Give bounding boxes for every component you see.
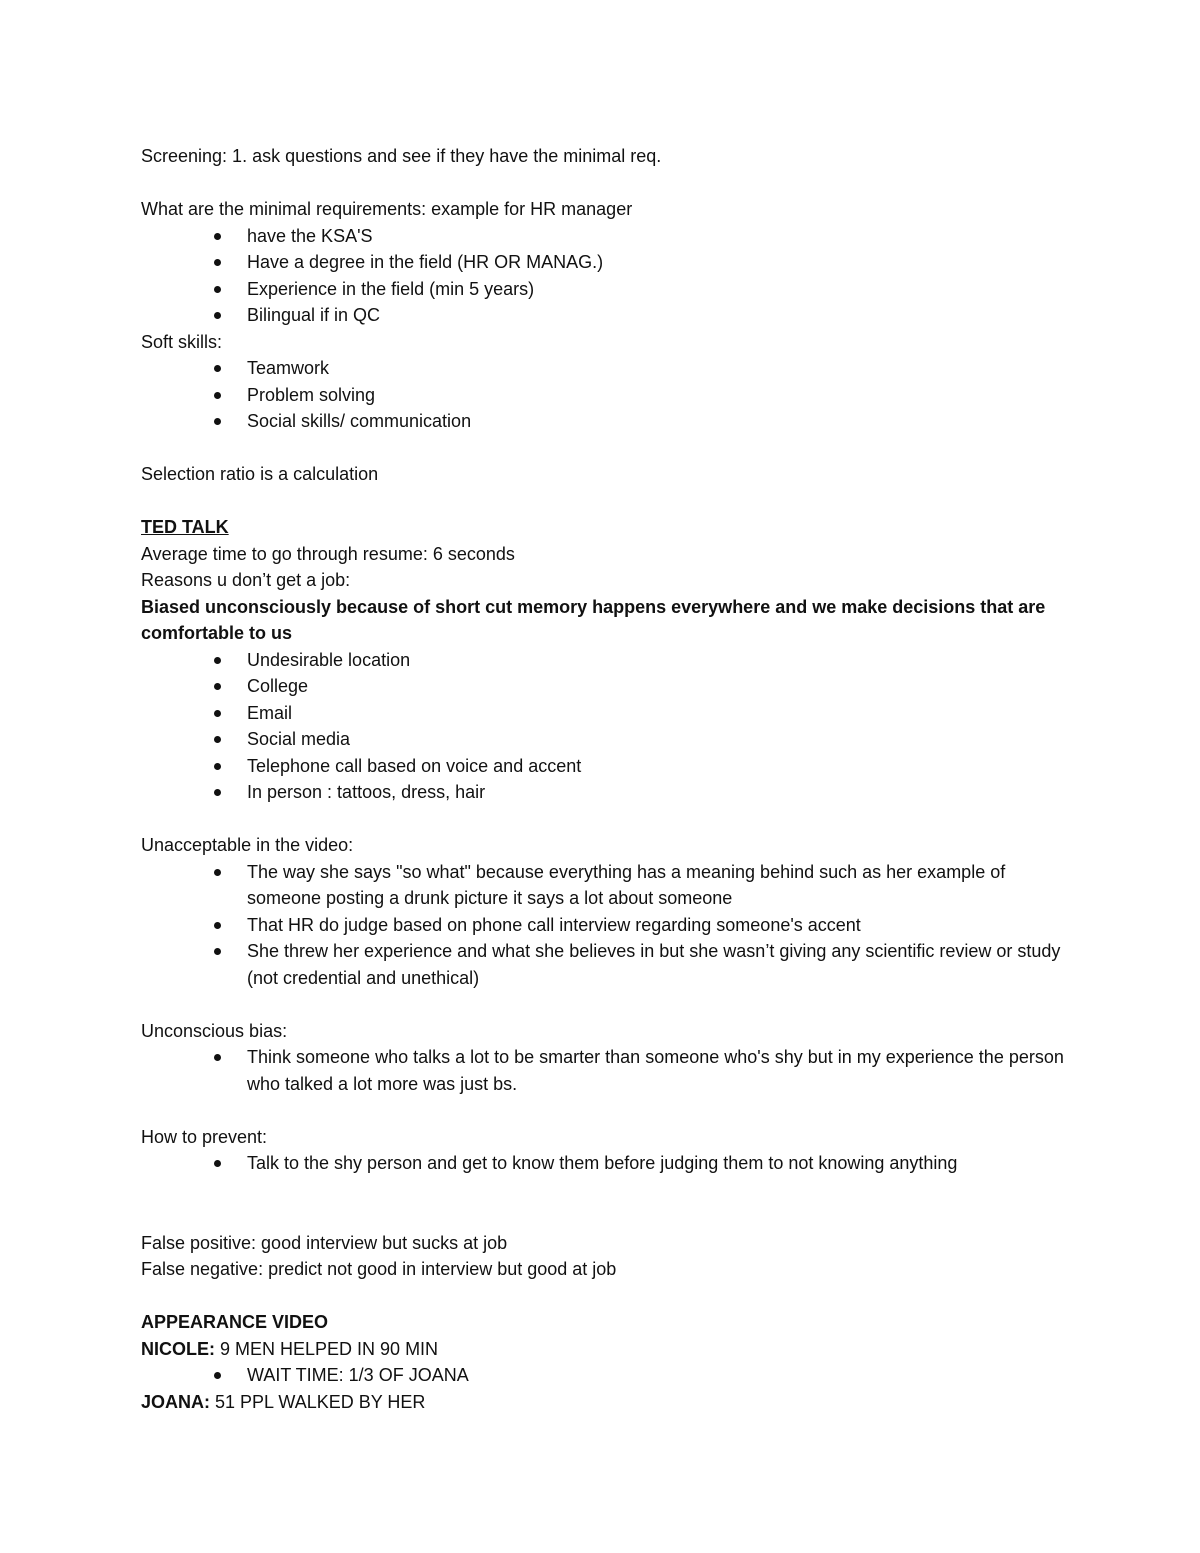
prevent-heading: How to prevent:: [141, 1126, 268, 1147]
list-item: [247, 223, 1071, 250]
list-item-text: Email: [247, 702, 293, 723]
list-item-text: Undesirable location: [247, 649, 411, 670]
appearance-heading: APPEARANCE VIDEO: [141, 1312, 329, 1332]
spacer: [141, 1097, 1071, 1124]
min-req-list: [141, 223, 1071, 329]
prevent-list: [141, 1150, 1071, 1177]
list-item: [247, 912, 1071, 939]
list-item-text: Social skills/ communication: [247, 411, 472, 431]
list-item-text: That HR do judge based on phone call interview regarding someone's accent: [247, 914, 861, 935]
spacer: [141, 991, 1071, 1018]
bullet-icon: [214, 312, 221, 319]
bullet-icon: [214, 922, 221, 929]
spacer: [141, 806, 1071, 833]
bullet-icon: [214, 1372, 221, 1379]
bullet-icon: [214, 683, 221, 690]
list-item-text: College: [247, 676, 309, 696]
bullet-icon: [214, 1160, 221, 1167]
bullet-icon: [214, 763, 221, 770]
joana-label: JOANA:: [141, 1391, 211, 1412]
false-positive-line: False positive: good interview but sucks at job: [141, 1232, 508, 1253]
list-item-text: Think someone who talks a lot to be smarter than someone who's shy but in my experience the person who talked a lot more was just bs.: [247, 1047, 1064, 1094]
list-item-text: She threw her experience and what she believes in but she wasn’t giving any scientific review or study (not credential and unethical): [247, 941, 1061, 988]
list-item: [247, 779, 1071, 806]
list-item-text: Problem solving: [247, 384, 376, 405]
list-item-text: Teamwork: [247, 358, 330, 378]
soft-skills-heading: Soft skills:: [141, 331, 223, 352]
bullet-icon: [214, 392, 221, 399]
nicole-label: NICOLE:: [141, 1338, 215, 1359]
list-item: [247, 302, 1071, 329]
nicole-text: 9 MEN HELPED IN 90 MIN: [215, 1338, 439, 1359]
joana-line: [141, 1389, 1071, 1416]
bullet-icon: [214, 789, 221, 796]
biased-statement: Biased unconsciously because of short cut memory happens everywhere and we make decisions that are comfortable to us: [141, 596, 1046, 643]
bullet-icon: [214, 286, 221, 293]
reasons-heading: Reasons u don’t get a job:: [141, 570, 351, 590]
bullet-icon: [214, 710, 221, 717]
screening-line: Screening: 1. ask questions and see if they have the minimal req.: [141, 146, 662, 166]
nicole-list: [141, 1362, 1071, 1389]
bullet-icon: [214, 1054, 221, 1061]
bullet-icon: [214, 259, 221, 266]
list-item: [247, 1044, 1071, 1097]
reasons-list: [141, 647, 1071, 806]
list-item: [247, 355, 1071, 382]
bullet-icon: [214, 418, 221, 425]
list-item: [247, 753, 1071, 780]
ted-talk-heading: TED TALK: [141, 517, 229, 537]
nicole-line: [141, 1336, 1071, 1363]
bullet-icon: [214, 736, 221, 743]
list-item: [247, 276, 1071, 303]
joana-text: 51 PPL WALKED BY HER: [210, 1391, 426, 1412]
unacceptable-heading: Unacceptable in the video:: [141, 835, 354, 855]
average-time-line: Average time to go through resume: 6 seconds: [141, 543, 515, 564]
unconscious-heading: Unconscious bias:: [141, 1020, 288, 1041]
unacceptable-list: [141, 859, 1071, 992]
list-item-text: Experience in the field (min 5 years): [247, 278, 535, 299]
list-item-text: Social media: [247, 729, 351, 749]
list-item-text: WAIT TIME: 1/3 OF JOANA: [247, 1365, 469, 1385]
list-item: [247, 1150, 1071, 1177]
list-item: [247, 859, 1071, 912]
spacer: [141, 1283, 1071, 1310]
spacer: [141, 170, 1071, 197]
list-item: [247, 938, 1071, 991]
spacer: [141, 1177, 1071, 1230]
list-item-text: Telephone call based on voice and accent: [247, 755, 582, 776]
list-item: [247, 647, 1071, 674]
min-req-heading: What are the minimal requirements: example for HR manager: [141, 199, 633, 219]
selection-ratio-line: Selection ratio is a calculation: [141, 464, 379, 484]
list-item: [247, 700, 1071, 727]
list-item-text: Bilingual if in QC: [247, 305, 381, 325]
list-item: [247, 1362, 1071, 1389]
bullet-icon: [214, 657, 221, 664]
spacer: [141, 488, 1071, 515]
list-item-text: Talk to the shy person and get to know them before judging them to not knowing anything: [247, 1153, 958, 1173]
list-item-text: Have a degree in the field (HR OR MANAG.): [247, 252, 604, 272]
soft-skills-list: [141, 355, 1071, 435]
list-item: [247, 408, 1071, 435]
document-page: [141, 143, 1071, 1415]
false-negative-line: False negative: predict not good in interview but good at job: [141, 1259, 617, 1279]
bullet-icon: [214, 365, 221, 372]
list-item-text: In person : tattoos, dress, hair: [247, 782, 486, 802]
bullet-icon: [214, 869, 221, 876]
bullet-icon: [214, 233, 221, 240]
list-item: [247, 382, 1071, 409]
spacer: [141, 435, 1071, 462]
unconscious-list: [141, 1044, 1071, 1097]
list-item: [247, 726, 1071, 753]
list-item: [247, 249, 1071, 276]
list-item-text: have the KSA'S: [247, 225, 373, 246]
list-item-text: The way she says "so what" because everything has a meaning behind such as her example of someone posting a drunk picture it says a lot about someone: [247, 861, 1006, 908]
bullet-icon: [214, 948, 221, 955]
list-item: [247, 673, 1071, 700]
